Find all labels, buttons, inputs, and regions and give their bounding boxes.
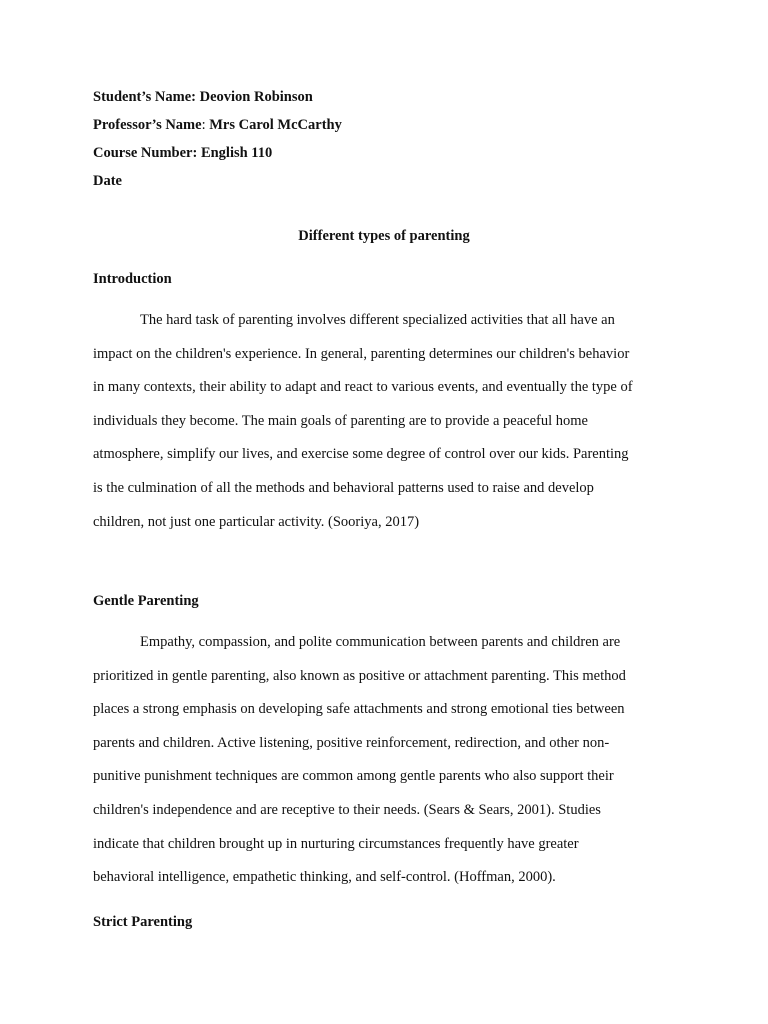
paragraph-line: children's independence and are receptive to their needs. (Sears & Sears, 2001). Studies	[93, 801, 601, 818]
paragraph-line: impact on the children's experience. In general, parenting determines our children's behavior	[93, 345, 630, 362]
paragraph-line: indicate that children brought up in nurturing circumstances frequently have greater	[93, 835, 579, 852]
section-heading-introduction: Introduction	[93, 271, 172, 287]
date-line	[93, 172, 122, 190]
paragraph-line: parents and children. Active listening, positive reinforcement, redirection, and other non-	[93, 734, 610, 751]
paragraph-line: atmosphere, simplify our lives, and exercise some degree of control over our kids. Parenting	[93, 446, 629, 463]
paragraph-line: is the culmination of all the methods and behavioral patterns used to raise and develop	[93, 479, 594, 496]
course-number-line	[93, 144, 272, 162]
course-number-label: Course Number:	[93, 145, 201, 161]
professor-name-label: Professor’s Name	[93, 117, 202, 133]
paragraph-line: children, not just one particular activity. (Sooriya, 2017)	[93, 513, 420, 530]
professor-name-colon: :	[201, 117, 210, 133]
paragraph-line: individuals they become. The main goals of parenting are to provide a peaceful home	[93, 412, 588, 429]
paragraph-line: places a strong emphasis on developing safe attachments and strong emotional ties between	[93, 701, 625, 718]
paragraph-line: behavioral intelligence, empathetic thinking, and self-control. (Hoffman, 2000).	[93, 869, 556, 886]
student-name-label: Student’s Name:	[93, 89, 200, 105]
course-number-value: English 110	[200, 145, 273, 161]
document-title: Different types of parenting	[298, 228, 470, 244]
paragraph-line: The hard task of parenting involves different specialized activities that all have an	[140, 312, 615, 328]
paragraph-introduction	[93, 304, 673, 539]
paragraph-line: punitive punishment techniques are common among gentle parents who also support their	[93, 768, 614, 785]
student-name-line	[93, 88, 313, 106]
date-label: Date	[93, 173, 122, 189]
paragraph-line: prioritized in gentle parenting, also known as positive or attachment parenting. This method	[93, 667, 626, 684]
student-name-value: Deovion Robinson	[199, 89, 313, 105]
section-heading-gentle-parenting: Gentle Parenting	[93, 593, 199, 609]
paragraph-line: Empathy, compassion, and polite communication between parents and children are	[140, 634, 621, 650]
paragraph-gentle-parenting	[93, 626, 673, 895]
professor-name-line	[93, 116, 342, 134]
section-heading-strict-parenting: Strict Parenting	[93, 914, 193, 930]
paragraph-line: in many contexts, their ability to adapt and react to various events, and eventually the type of	[93, 379, 633, 396]
professor-name-value: Mrs Carol McCarthy	[209, 117, 342, 133]
